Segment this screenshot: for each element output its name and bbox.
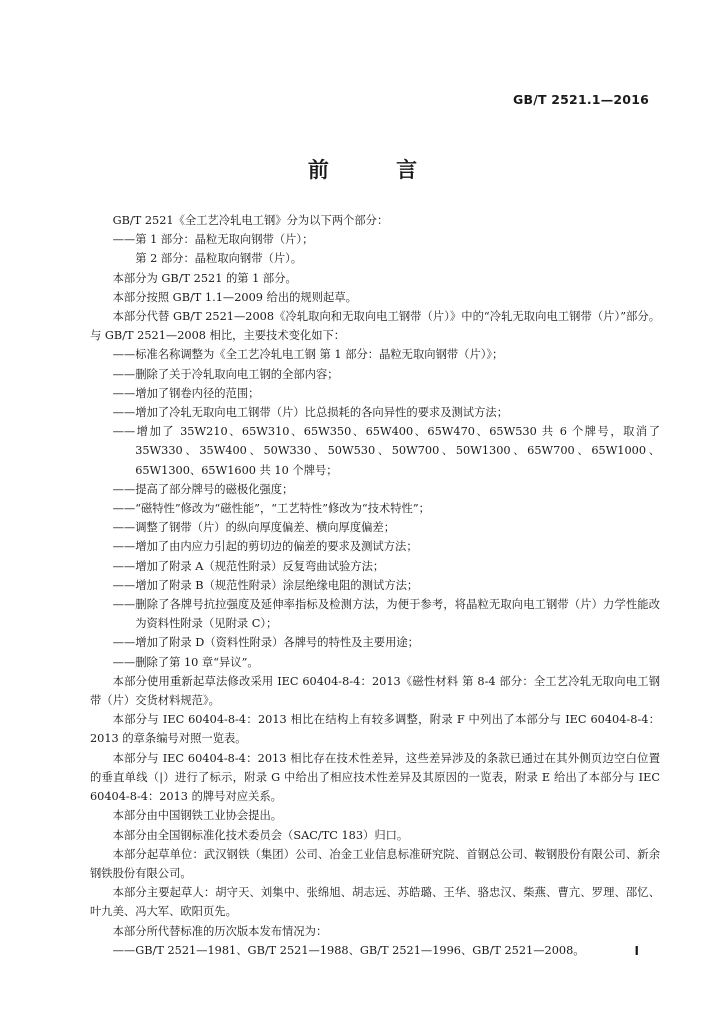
paragraph: 本部分与 IEC 60404-8-4：2013 相比存在技术性差异，这些差异涉及的条款已通过在其外侧页边空白位置的垂直单线（|）进行了标示，附录 G 中给出了相应技术性差异及其原因的一览表，附录 E 给出了本部分与 IEC 60404-8-4：2013 的牌号对应关系。	[90, 751, 660, 804]
list-item-change: ——提高了部分牌号的磁极化强度；	[112, 482, 294, 496]
paragraph: 本部分由全国钢标准化技术委员会（SAC/TC 183）归口。	[112, 828, 409, 842]
list-item-change: ——增加了附录 D（资料性附录）各牌号的特性及主要用途；	[112, 636, 419, 650]
paragraph: 本部分由中国钢铁工业协会提出。	[112, 809, 283, 823]
paragraph: 本部分按照 GB/T 1.1—2009 给出的规则起草。	[112, 290, 357, 304]
page-number: Ⅰ	[634, 944, 639, 958]
list-item-history: ——GB/T 2521—1981、GB/T 2521—1988、GB/T 2521—1996、GB/T 2521—2008。	[112, 943, 585, 957]
list-item-change: ——删除了第 10 章“异议”。	[112, 655, 259, 669]
list-item-change: ——删除了关于冷轧取向电工钢的全部内容；	[112, 367, 339, 381]
list-item-change: ——增加了 35W210、65W310、65W350、65W400、65W470、65W530 共 6 个牌号，取消了 35W330、35W400、50W330、50W530、50W700、50W1300、65W700、65W1000、65W1300、65W1600 共 10 个牌号；	[112, 425, 660, 477]
standard-code: GB/T 2521.1—2016	[513, 92, 649, 107]
paragraph-intro: GB/T 2521《全工艺冷轧电工钢》分为以下两个部分：	[112, 214, 389, 227]
paragraph: 本部分使用重新起草法修改采用 IEC 60404-8-4：2013《磁性材料 第 8-4 部分：全工艺冷轧无取向电工钢带（片）交货材料规范》。	[90, 674, 660, 708]
list-item-change: ——删除了各牌号抗拉强度及延伸率指标及检测方法，为便于参考，将晶粒无取向电工钢带（片）力学性能改为资料性附录（见附录 C）；	[112, 598, 660, 631]
paragraph: 本部分所代替标准的历次版本发布情况为：	[112, 924, 328, 938]
list-item-change: ——增加了由内应力引起的剪切边的偏差的要求及测试方法；	[112, 540, 418, 554]
list-item-change: ——增加了附录 A（规范性附录）反复弯曲试验方法；	[112, 559, 385, 573]
paragraph: 本部分代替 GB/T 2521—2008《冷轧取向和无取向电工钢带（片）》中的“冷轧无取向电工钢带（片）”部分。与 GB/T 2521—2008 相比，主要技术变化如下：	[90, 310, 660, 343]
document-body	[90, 211, 660, 960]
list-item-change: ——增加了钢卷内径的范围；	[112, 386, 260, 400]
page-title: 前 言	[307, 158, 448, 182]
paragraph: 本部分主要起草人：胡守天、刘集中、张绵旭、胡志远、苏皓璐、王华、骆忠汉、柴燕、曹亢、罗理、邵忆、叶九美、冯大军、欧阳页先。	[90, 886, 660, 919]
paragraph: 本部分起草单位：武汉钢铁（集团）公司、冶金工业信息标准研究院、首钢总公司、鞍钢股份有限公司、新余钢铁股份有限公司。	[90, 847, 660, 880]
list-item-part-2: 第 2 部分：晶粒取向钢带（片）。	[135, 252, 303, 266]
list-item-change: ——标准名称调整为《全工艺冷轧电工钢 第 1 部分：晶粒无取向钢带（片）》；	[112, 348, 504, 362]
list-item-change: ——“磁特性”修改为“磁性能”，“工艺特性”修改为“技术特性”；	[112, 502, 430, 516]
list-item-change: ——调整了钢带（片）的纵向厚度偏差、横向厚度偏差；	[112, 521, 396, 535]
list-item-change: ——增加了附录 B（规范性附录）涂层绝缘电阻的测试方法；	[112, 578, 419, 592]
paragraph: 本部分为 GB/T 2521 的第 1 部分。	[112, 271, 297, 285]
paragraph: 本部分与 IEC 60404-8-4：2013 相比在结构上有较多调整，附录 F 中列出了本部分与 IEC 60404-8-4：2013 的章条编号对照一览表。	[90, 713, 660, 746]
list-item-part-1: ——第 1 部分：晶粒无取向钢带（片）；	[112, 233, 314, 247]
list-item-change: ——增加了冷轧无取向电工钢带（片）比总损耗的各向异性的要求及测试方法；	[112, 406, 508, 420]
